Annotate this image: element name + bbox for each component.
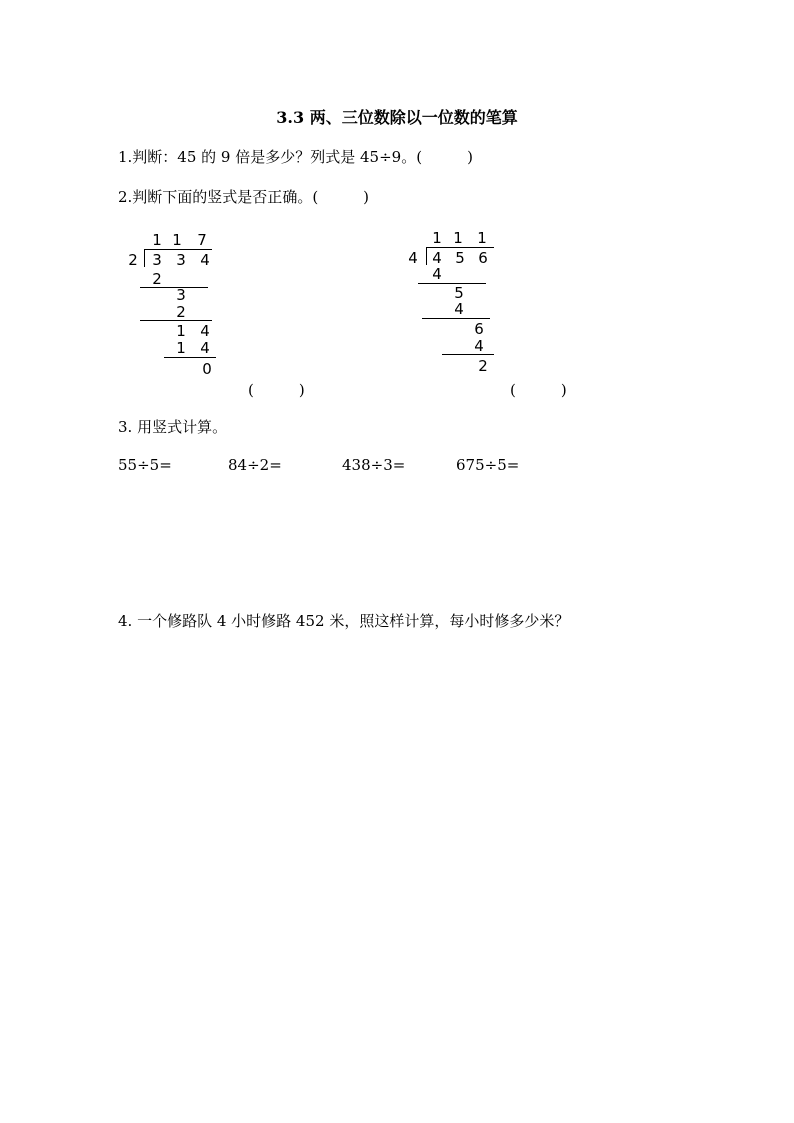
quotient-digit: 1 — [432, 229, 442, 247]
question-2: 2.判断下面的竖式是否正确。( ) — [118, 188, 370, 206]
answer-paren-b[interactable]: ( ) — [510, 381, 567, 399]
dividend-digit: 4 — [432, 249, 442, 267]
division-bracket-side — [144, 249, 145, 267]
step-digit: 2 — [478, 357, 488, 375]
division-bracket-top — [144, 249, 212, 250]
calc-item: 675÷5= — [456, 456, 520, 474]
page-title: 3.3 两、三位数除以一位数的笔算 — [276, 108, 518, 127]
step-line — [422, 318, 490, 319]
long-division-a — [120, 230, 230, 380]
step-digit: 5 — [454, 284, 464, 302]
division-bracket-top — [426, 247, 494, 248]
step-digit: 4 — [200, 339, 210, 357]
dividend-digit: 6 — [478, 249, 488, 267]
step-digit: 1 — [176, 322, 186, 340]
quotient-digit: 1 — [172, 231, 182, 249]
calc-item: 55÷5= — [118, 456, 172, 474]
step-digit: 4 — [200, 322, 210, 340]
step-digit: 4 — [474, 337, 484, 355]
step-digit: 0 — [202, 360, 212, 378]
step-line — [418, 283, 486, 284]
quotient-digit: 1 — [477, 229, 487, 247]
step-digit: 6 — [474, 320, 484, 338]
quotient-digit: 7 — [197, 231, 207, 249]
step-digit: 2 — [152, 270, 162, 288]
calc-item: 84÷2= — [228, 456, 282, 474]
answer-paren-a[interactable]: ( ) — [248, 381, 305, 399]
question-3: 3. 用竖式计算。 — [118, 418, 228, 436]
question-1: 1.判断：45 的 9 倍是多少？列式是 45÷9。( ) — [118, 148, 473, 166]
step-digit: 4 — [454, 300, 464, 318]
long-division-b — [400, 228, 510, 378]
quotient-digit: 1 — [152, 231, 162, 249]
step-digit: 1 — [176, 339, 186, 357]
quotient-digit: 1 — [453, 229, 463, 247]
division-bracket-side — [426, 247, 427, 265]
step-line — [164, 357, 216, 358]
calc-item: 438÷3= — [342, 456, 406, 474]
step-digit: 3 — [176, 286, 186, 304]
question-4: 4. 一个修路队 4 小时修路 452 米，照这样计算，每小时修多少米？ — [118, 612, 570, 630]
dividend-digit: 3 — [176, 251, 186, 269]
step-digit: 4 — [432, 265, 442, 283]
dividend-digit: 4 — [200, 251, 210, 269]
divisor: 4 — [408, 249, 418, 267]
step-digit: 2 — [176, 303, 186, 321]
dividend-digit: 3 — [152, 251, 162, 269]
step-line — [140, 320, 212, 321]
dividend-digit: 5 — [455, 249, 465, 267]
divisor: 2 — [128, 251, 138, 269]
step-line — [442, 354, 494, 355]
